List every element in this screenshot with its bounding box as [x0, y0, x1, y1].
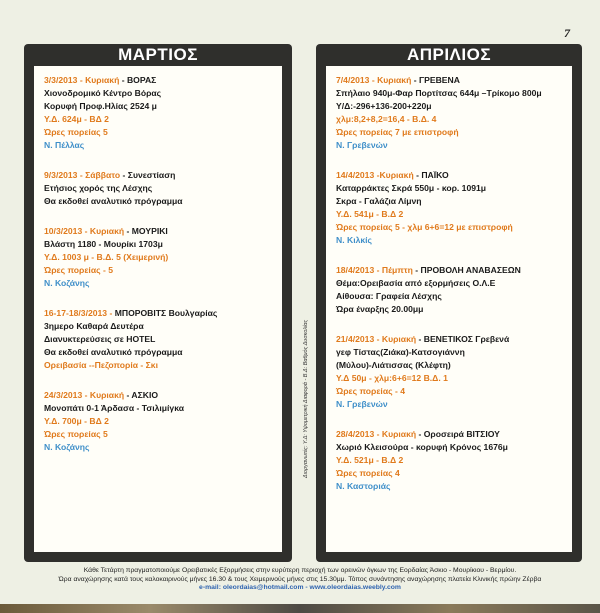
event-line: [44, 74, 272, 87]
event-text: Ν. Γρεβενών: [336, 140, 388, 150]
event-text: Ώρες πορείας - 4: [336, 386, 405, 396]
event-line: [336, 195, 562, 208]
event-text: γεφ Τίστας(Ζιάκα)-Κατσογιάννη: [336, 347, 465, 357]
event-text: Θα εκδοθεί αναλυτικό πρόγραμμα: [44, 347, 183, 357]
event-entry: [44, 307, 272, 372]
event-line: [44, 139, 272, 152]
event-line: [336, 139, 562, 152]
footer-line-1: Κάθε Τετάρτη πραγματοποιούμε Ορειβατικές Εξορμήσεις στην ευρύτερη περιοχή των ορεινών όγκων της Εορδαίας Άσκιο - Μουρίκιου - Βερμίου.: [83, 567, 517, 574]
event-text: Ώρες πορείας - 5: [44, 265, 113, 275]
event-text: Αίθουσα: Γραφεία Λέσχης: [336, 291, 442, 301]
event-line: [336, 290, 562, 303]
event-text: Ορειβασία --Πεζοπορία - Σκι: [44, 360, 158, 370]
event-entry: [44, 389, 272, 454]
event-text: - Συνεστίαση: [120, 170, 176, 180]
event-text: Ν. Κοζάνης: [44, 442, 90, 452]
event-line: [44, 126, 272, 139]
event-text: Χιονοδρομικό Κέντρο Βόρας: [44, 88, 162, 98]
event-entry: [44, 74, 272, 152]
footer: [0, 567, 600, 593]
event-line: [44, 169, 272, 182]
event-line: [336, 372, 562, 385]
event-text: Ώρες πορείας 4: [336, 468, 400, 478]
event-line: [44, 428, 272, 441]
event-line: [44, 251, 272, 264]
event-text: Θέμα:Ορειβασία από εξορμήσεις Ο.Λ.Ε: [336, 278, 496, 288]
event-text: 14/4/2013 -Κυριακή: [336, 170, 414, 180]
event-line: [336, 385, 562, 398]
event-line: [44, 238, 272, 251]
event-text: 7/4/2013 - Κυριακή: [336, 75, 412, 85]
event-line: [336, 480, 562, 493]
event-text: Ώρα έναρξης 20.00μμ: [336, 304, 424, 314]
bottom-photo-strip: [0, 604, 600, 613]
event-line: [336, 398, 562, 411]
event-text: 3ημερο Καθαρά Δευτέρα: [44, 321, 144, 331]
event-text: Ν. Κοζάνης: [44, 278, 90, 288]
event-text: (Μύλου)-Λιάτισσας (Κλέφτη): [336, 360, 451, 370]
event-line: [44, 264, 272, 277]
event-line: [336, 346, 562, 359]
event-line: [44, 359, 272, 372]
event-line: [44, 182, 272, 195]
event-line: [44, 87, 272, 100]
event-entry: [336, 74, 562, 152]
event-line: [44, 195, 272, 208]
event-text: 18/4/2013 - Πέμπτη: [336, 265, 413, 275]
footer-contact[interactable]: e-mail: oleordaias@hotmail.com - www.oleordaias.weebly.com: [199, 584, 401, 591]
march-events-panel: [34, 66, 282, 552]
event-text: Ν. Γρεβενών: [336, 399, 388, 409]
event-text: 3/3/2013 - Κυριακή: [44, 75, 120, 85]
event-text: - ΑΣΚΙΟ: [124, 390, 159, 400]
event-text: Ώρες πορείας 5: [44, 429, 108, 439]
event-text: - ΠΡΟΒΟΛΗ ΑΝΑΒΑΣΕΩΝ: [412, 265, 521, 275]
event-text: χλμ:8,2+8,2=16,4 - Β.Δ. 4: [336, 114, 437, 124]
event-line: [336, 169, 562, 182]
event-line: [44, 307, 272, 320]
event-line: [336, 208, 562, 221]
event-text: Ν. Καστοριάς: [336, 481, 391, 491]
event-line: [336, 454, 562, 467]
event-text: 24/3/2013 - Κυριακή: [44, 390, 125, 400]
event-entry: [336, 264, 562, 316]
event-text: - Οροσειρά ΒΙΤΣΙΟΥ: [416, 429, 500, 439]
event-line: [336, 221, 562, 234]
event-line: [336, 234, 562, 247]
event-text: Υ.Δ. 624μ - ΒΔ 2: [44, 114, 109, 124]
event-text: Ετήσιος χορός της Λέσχης: [44, 183, 153, 193]
event-entry: [44, 169, 272, 208]
event-text: Υ.Δ. 541μ - Β.Δ 2: [336, 209, 404, 219]
event-text: Θα εκδοθεί αναλυτικό πρόγραμμα: [44, 196, 183, 206]
event-text: Ώρες πορείας 5: [44, 127, 108, 137]
event-text: Κορυφή Προφ.Ηλίας 2524 μ: [44, 101, 157, 111]
event-text: Ν. Πέλλας: [44, 140, 85, 150]
event-line: [336, 333, 562, 346]
event-text: Διανυκτερεύσεις σε HOTEL: [44, 334, 156, 344]
april-column: [316, 44, 582, 562]
event-line: [44, 441, 272, 454]
event-text: 9/3/2013 - Σάββατο: [44, 170, 121, 180]
event-text: - ΒΟΡΑΣ: [119, 75, 157, 85]
event-text: 16-17-18/3/2013 -: [44, 308, 115, 318]
event-text: Σκρα - Γαλάζια Λίμνη: [336, 196, 422, 206]
event-text: Υ.Δ. 521μ - Β.Δ 2: [336, 455, 404, 465]
event-line: [336, 467, 562, 480]
event-line: [336, 74, 562, 87]
event-entry: [336, 428, 562, 493]
event-line: [44, 100, 272, 113]
april-events-panel: [326, 66, 572, 552]
event-line: [336, 441, 562, 454]
event-text: Σπήλαιο 940μ-Φαρ Πορτίτσας 644μ –Τρίκομο 800μ: [336, 88, 542, 98]
page-number: 7: [564, 26, 570, 40]
event-text: Υ.Δ. 1003 μ - Β.Δ. 5 (Χειμερινή): [44, 252, 169, 262]
event-text: - ΒΕΝΕΤΙΚΟΣ Γρεβενά: [416, 334, 510, 344]
event-line: [336, 303, 562, 316]
event-text: Ώρες πορείας 7 με επιστροφή: [336, 127, 459, 137]
event-line: [336, 359, 562, 372]
event-text: 10/3/2013 - Κυριακή: [44, 226, 125, 236]
event-line: [336, 182, 562, 195]
event-entry: [336, 169, 562, 247]
event-line: [336, 113, 562, 126]
april-title: ΑΠΡΙΛΙΟΣ: [406, 45, 492, 64]
march-title: ΜΑΡΤΙΟΣ: [118, 45, 198, 64]
vertical-credit: Διοργανωτές: Υ.Δ: Υψομετρική Διαφορά - Β.Δ: Βαθμός Δυσκολίας: [303, 319, 309, 478]
event-text: ΜΠΟΡΟΒΙΤΣ Βουλγαρίας: [114, 308, 218, 318]
footer-line-2: Ώρα αναχώρησης κατά τους καλοκαιρινούς μήνες 16.30 & τους Χειμερινούς μήνες στις 15.30μμ. Τόπος συνάντησης αναχώρησης πλατεία Κλινικής πρώην Ζέρβα: [58, 575, 542, 583]
event-line: [44, 225, 272, 238]
event-text: Μονοπάτι 0-1 Άρδασα - Τσιλιμίγκα: [44, 403, 184, 413]
event-text: Ώρες πορείας 5 - χλμ 6+6=12 με επιστροφή: [336, 222, 513, 232]
event-entry: [336, 333, 562, 411]
march-column: [24, 44, 292, 562]
column-divider: [295, 44, 313, 562]
event-line: [44, 113, 272, 126]
event-text: - ΠΑΪΚΟ: [413, 170, 449, 180]
event-text: 28/4/2013 - Κυριακή: [336, 429, 417, 439]
event-line: [336, 277, 562, 290]
event-text: Βλάστη 1180 - Μουρίκι 1703μ: [44, 239, 163, 249]
event-text: 21/4/2013 - Κυριακή: [336, 334, 417, 344]
event-line: [44, 320, 272, 333]
event-entry: [44, 225, 272, 290]
event-line: [336, 428, 562, 441]
event-line: [336, 264, 562, 277]
event-text: Υ.Δ 50μ - χλμ:6+6=12 Β.Δ. 1: [336, 373, 448, 383]
event-line: [44, 346, 272, 359]
event-text: Υ.Δ. 700μ - ΒΔ 2: [44, 416, 109, 426]
event-text: Καταρράκτες Σκρά 550μ - κορ. 1091μ: [336, 183, 487, 193]
event-line: [44, 415, 272, 428]
event-text: Χωριό Κλεισούρα - κορυφή Κρόνος 1676μ: [336, 442, 508, 452]
event-line: [336, 100, 562, 113]
event-line: [44, 389, 272, 402]
event-text: - ΜΟΥΡΙΚΙ: [124, 226, 168, 236]
event-text: Ν. Κιλκίς: [336, 235, 373, 245]
event-line: [44, 333, 272, 346]
event-line: [44, 277, 272, 290]
event-line: [44, 402, 272, 415]
event-text: Υ/Δ:-296+136-200+220μ: [336, 101, 432, 111]
event-text: - ΓΡΕΒΕΝΑ: [411, 75, 460, 85]
event-line: [336, 126, 562, 139]
event-line: [336, 87, 562, 100]
